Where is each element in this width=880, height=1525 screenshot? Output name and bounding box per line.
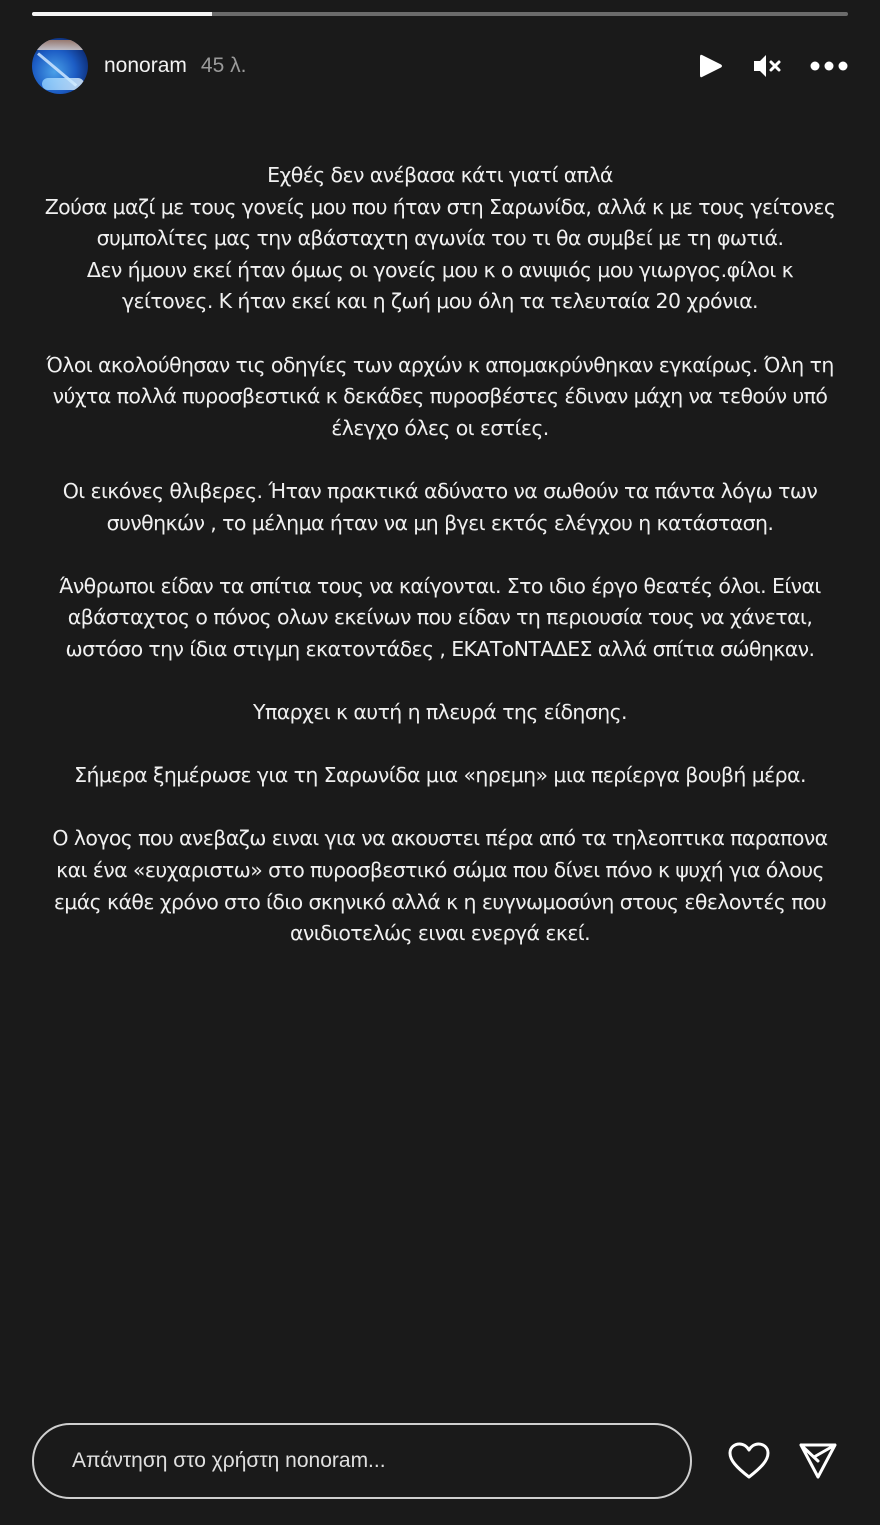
story-controls [698, 52, 848, 80]
send-button[interactable] [798, 1441, 838, 1481]
story-paragraph: Εχθές δεν ανέβασα κάτι γιατί απλά [267, 163, 613, 187]
story-footer [32, 1422, 848, 1500]
reply-field[interactable] [32, 1423, 692, 1499]
play-icon [698, 52, 724, 80]
progress-fill [32, 12, 212, 16]
play-button[interactable] [698, 52, 724, 80]
story-header [32, 38, 848, 94]
story-text [40, 160, 840, 981]
more-options-button[interactable] [810, 60, 848, 72]
progress-segment [32, 12, 848, 16]
heart-icon [728, 1442, 770, 1480]
mute-button[interactable] [752, 52, 782, 80]
username[interactable]: nonoram [104, 54, 187, 77]
reply-input[interactable] [70, 1448, 690, 1474]
send-icon [798, 1441, 838, 1481]
story-paragraph: Δεν ήμουν εκεί ήταν όμως οι γονείς μου κ ο ανιψιός μου γιωργος.φίλοι κ γείτονες. Κ ήταν εκεί και η ζωή μου όλη τα τελευταία 20 χρόνια. [86, 257, 794, 314]
avatar[interactable] [32, 38, 88, 94]
story-paragraph: Σήμερα ξημέρωσε για τη Σαρωνίδα μια «ηρεμη» μια περίεργα βουβή μέρα. [74, 763, 806, 788]
footer-actions [728, 1441, 848, 1481]
more-options-icon [810, 60, 848, 72]
story-paragraph: Άνθρωποι είδαν τα σπίτια τους να καίγονται. Στο ιδιο έργο θεατές όλοι. Είναι αβάσταχτος ο πόνος ολων εκείνων που είδαν τη περιουσία τους να χάνεται, ωστόσο την ίδια στιγμη εκατοντάδες , ΕΚΑΤοΝΤΑΔΕΣ αλλά σπίτια σώθηκαν. [59, 573, 821, 661]
muted-speaker-icon [752, 52, 782, 80]
story-paragraph: Ο λογος που ανεβαζω ειναι για να ακουστει πέρα από τα τηλεοπτικα παραπονα και ένα «ευχαριστω» στο πυροσβεστικό σώμα που δίνει πόνο κ ψυχή για όλους εμάς κάθε χρόνο στο ίδιο σκηνικό αλλά κ η ευγνωμοσύνη στους εθελοντές που ανιδιοτελώς ειναι ενεργά εκεί. [52, 826, 828, 946]
like-button[interactable] [728, 1442, 770, 1480]
story-paragraph: Υπαρχει κ αυτή η πλευρά της είδησης. [253, 700, 627, 725]
story-paragraph: Ζούσα μαζί με τους γονείς μου που ήταν στη Σαρωνίδα, αλλά κ με τους γείτονες συμπολίτες μας την αβάσταχτη αγωνία του τι θα συμβεί με τη φωτιά. [44, 194, 836, 251]
story-paragraph: Όλοι ακολούθησαν τις οδηγίες των αρχών κ απομακρύνθηκαν εγκαίρως. Όλη τη νύχτα πολλά πυροσβεστικά κ δεκάδες πυροσβέστες έδιναν μάχη να τεθούν υπό έλεγχο όλες οι εστίες. [46, 352, 834, 440]
story-progress-bar [32, 12, 848, 16]
story-paragraph: Οι εικόνες θλιβερες. Ήταν πρακτικά αδύνατο να σωθούν τα πάντα λόγω των συνθηκών , το μέλημα ήταν να μη βγει εκτός ελέγχου η κατάσταση. [62, 478, 818, 535]
post-time: 45 λ. [200, 54, 247, 77]
